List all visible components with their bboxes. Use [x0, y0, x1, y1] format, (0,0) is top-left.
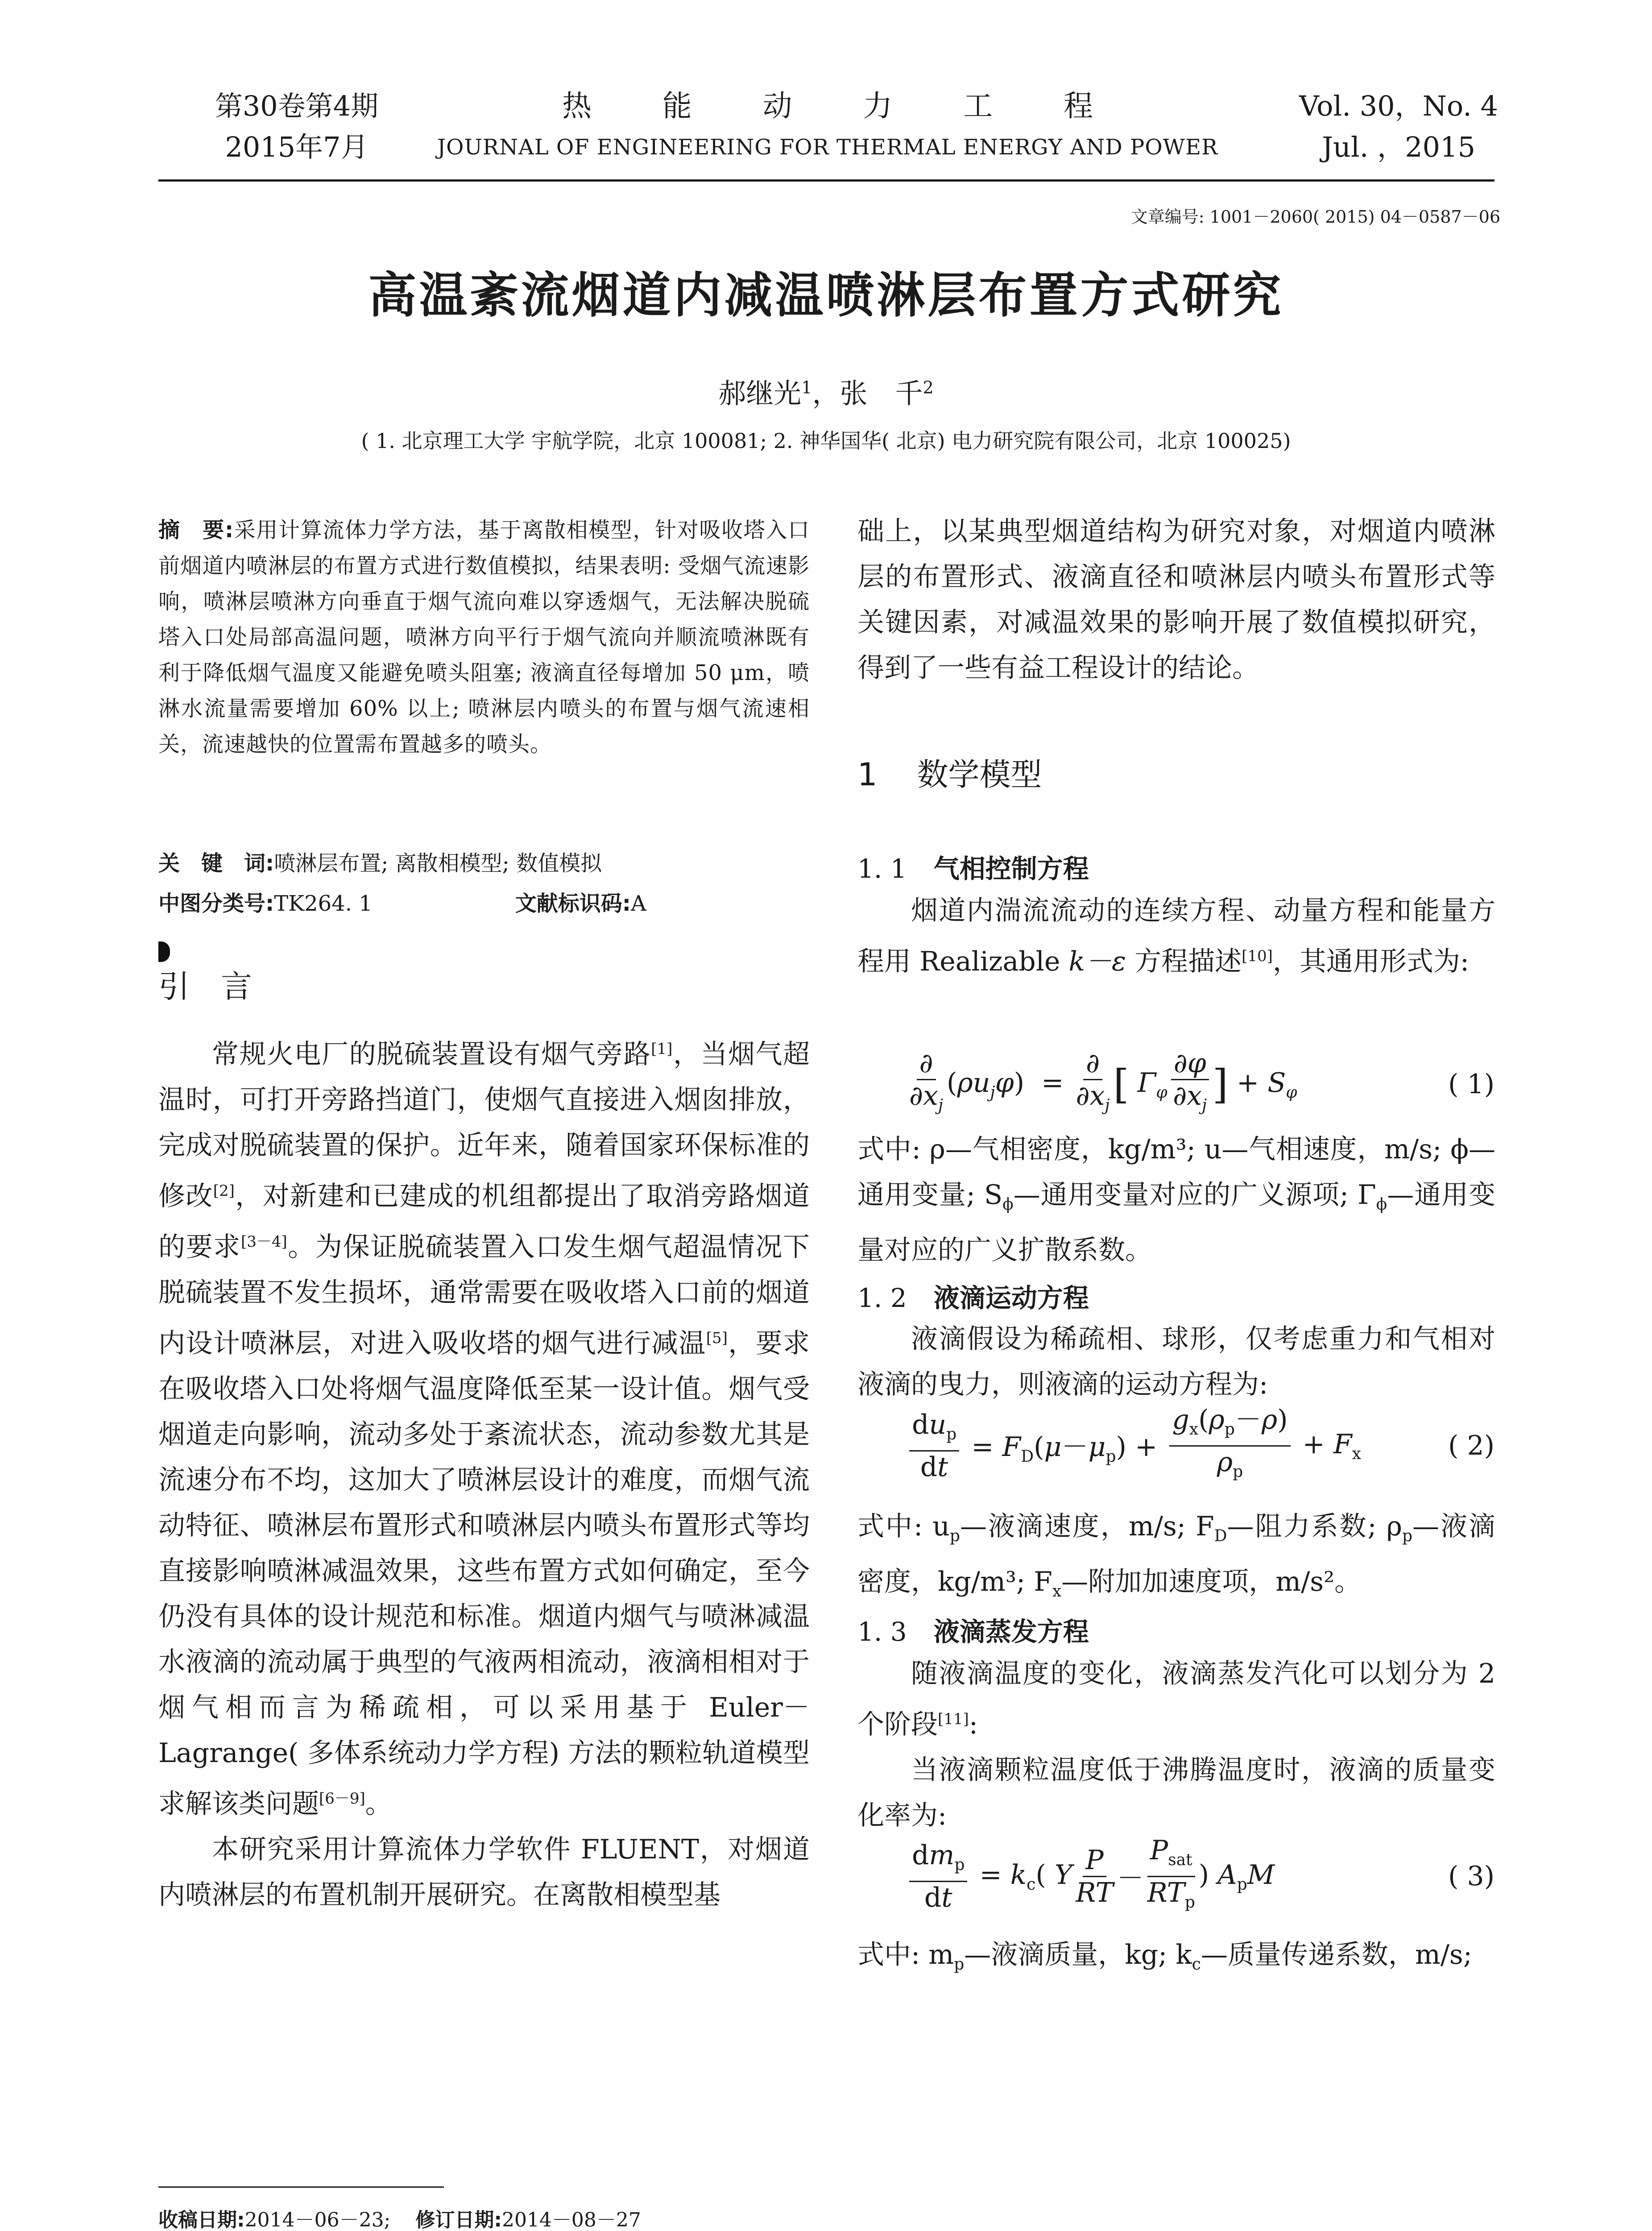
intro-paragraph: 本研究采用计算流体力学软件 FLUENT，对烟道内喷淋层的布置机制开展研究。在离散相模型基	[158, 1834, 810, 1911]
equation-3-legend: 式中: $m_p—$液滴质量，kg; $k_c—$质量传递系数，m/s;	[857, 1939, 1472, 1974]
volume-info-en	[1292, 86, 1506, 168]
journal-char: 工	[963, 89, 993, 123]
journal-name-cn	[428, 86, 1227, 127]
keywords-label: 关 键 词:	[158, 851, 274, 876]
section-marker-icon	[158, 941, 170, 962]
paper-title: 高温紊流烟道内减温喷淋层布置方式研究	[368, 268, 1284, 323]
classification	[158, 888, 810, 919]
author-name: 郝继光	[718, 377, 802, 410]
abstract-text: 采用计算流体力学方法，基于离散相模型，针对吸收塔入口前烟道内喷淋层的布置方式进行数值模拟，结果表明: 受烟气流速影响，喷淋层喷淋方向垂直于烟气流向难以穿透烟气，无法解决脱硫塔入口处局部高温问题，喷淋方向平行于烟气流向并顺流喷淋既有利于降低烟气温度又能避免喷头阻塞; 液滴直径每增加 50 μm，喷淋水流量需要增加 60% 以上; 喷淋层内喷头的布置与烟气流速相关，流速越快的位置需布置越多的喷头。	[158, 518, 810, 757]
author-list	[0, 371, 1652, 411]
doc-code-label: 文献标识码:	[515, 891, 631, 916]
journal-char: 程	[1063, 89, 1093, 123]
article-number: 文章编号: 1001－2060( 2015) 04－0587－06	[1130, 207, 1500, 227]
subsection-1-1-text: 烟道内湍流流动的连续方程、动量方程和能量方程用 Realizable k－ε 方程描述[10]，其通用形式为:	[857, 895, 1495, 977]
citation: [3－4]	[240, 1233, 287, 1251]
keywords	[158, 848, 810, 879]
volume-issue: 第30卷第4期	[215, 90, 379, 122]
intro-heading: 引 言	[158, 968, 252, 1005]
section-number: 1	[857, 756, 878, 793]
equation-3: $\frac{dm_p}{dt}$ = $k_c$( Y $\frac{P}{RT}$ － $\frac{P_{sat}}{RT_p}$ ) $A_pM$ ( 3)	[906, 1836, 1495, 1916]
clc-code: TK264. 1	[274, 891, 373, 916]
journal-char: 动	[762, 89, 792, 123]
journal-char: 力	[863, 89, 893, 123]
equation-number: ( 2)	[1448, 1430, 1495, 1461]
citation: [6－9]	[319, 1790, 365, 1808]
citation: [2]	[213, 1182, 235, 1200]
intro-paragraph: 常规火电厂的脱硫装置设有烟气旁路[1]，当烟气超温时，可打开旁路挡道门，使烟气直接进入烟囱排放，完成对脱硫装置的保护。近年来，随着国家环保标准的修改[2]，对新建和已建成的机组都提出了取消旁路烟道的要求[3－4]。为保证脱硫装置入口发生烟气超温情况下脱硫装置不发生损坏，通常需要在吸收塔入口前的烟道内设计喷淋层，对进入吸收塔的烟气进行减温[5]，要求在吸收塔入口处将烟气温度降低至某一设计值。烟气受烟道走向影响，流动多处于紊流状态，流动参数尤其是流速分布不均，这加大了喷淋层设计的难度，而烟气流动特征、喷淋层布置形式和喷淋层内喷头布置形式等均直接影响喷淋减温效果，这些布置方式如何确定，至今仍没有具体的设计规范和标准。烟道内烟气与喷淋减温水液滴的流动属于典型的气液两相流动，液滴相相对于烟气相而言为稀疏相，可以采用基于 Euler－Lagrange( 多体系统动力学方程) 方法的颗粒轨道模型求解该类问题[6－9]。	[158, 1039, 810, 1820]
journal-name-en: JOURNAL OF ENGINEERING FOR THERMAL ENERGY AND POWER	[437, 135, 1218, 160]
doc-code: A	[630, 891, 646, 916]
abstract	[158, 512, 810, 762]
journal-char: 热	[562, 89, 592, 123]
issue-info	[172, 86, 422, 168]
volume-en: Vol. 30，No. 4	[1299, 90, 1498, 122]
subsection-1-3-heading: 1. 3 液滴蒸发方程	[857, 1617, 1089, 1647]
intro-body	[158, 1026, 810, 1918]
footnotes	[158, 2202, 828, 2231]
citation: [10]	[1242, 947, 1273, 965]
equation-2-legend: 式中: $u_p—$液滴速度，m/s; $F_D—$阻力系数; $\rho_p—$液滴密度，kg/m³; $F_x—$附加加速度项，m/s²。	[857, 1511, 1495, 1601]
journal-char: 能	[662, 89, 692, 123]
subsection-1-3-text: 随液滴温度的变化，液滴蒸发汽化可以划分为 2 个阶段[11]: 当液滴颗粒温度低于沸腾温度时，液滴的质量变化率为:	[857, 1658, 1495, 1831]
equation-2: $\frac{du_p}{dt}$ = $F_D(\mu-\mu_p)$ + $\frac{g_x(\rho_p-\rho)}{\rho_p}$ + $F_x$ ( 2)	[906, 1406, 1495, 1486]
author-name: 张 千	[840, 377, 923, 410]
date-en: Jul. ，2015	[1322, 131, 1475, 163]
issue-date: 2015年7月	[225, 131, 368, 163]
citation: [1]	[651, 1040, 673, 1058]
abstract-label: 摘 要:	[158, 518, 234, 543]
section-title: 数学模型	[917, 756, 1042, 793]
subsection-1-1-heading: 1. 1 气相控制方程	[857, 854, 1089, 884]
subsection-1-2-text: 液滴假设为稀疏相、球形，仅考虑重力和气相对液滴的曳力，则液滴的运动方程为:	[857, 1323, 1495, 1400]
author-affil-mark: 2	[923, 377, 934, 398]
header-rule	[158, 179, 1495, 182]
clc-label: 中图分类号:	[158, 891, 274, 916]
author-separator: ，	[812, 377, 840, 410]
keywords-text: 喷淋层布置; 离散相模型; 数值模拟	[274, 851, 602, 876]
footnote-rule	[158, 2186, 444, 2188]
equation-number: ( 1)	[1448, 1069, 1495, 1100]
received-dates: 收稿日期:2014－06－23; 修订日期:2014－08－27	[158, 2209, 641, 2231]
citation: [11]	[938, 1710, 969, 1728]
affiliations: ( 1. 北京理工大学 宇航学院，北京 100081; 2. 神华国华( 北京) 电力研究院有限公司，北京 100025)	[361, 429, 1291, 453]
citation: [5]	[706, 1329, 728, 1347]
equation-1: $\frac{\partial}{\partial x_j}$ $(\rho u_j\varphi)$ = $\frac{\partial}{\partial x_j}$ [ $\Gamma_\varphi$ $\frac{\partial\varphi}{\partial x_j}$ ] + $S_\varphi$ ( 1)	[909, 1047, 1495, 1115]
equation-number: ( 3)	[1448, 1861, 1495, 1892]
subsection-1-2-heading: 1. 2 液滴运动方程	[857, 1283, 1089, 1313]
equation-1-legend: 式中: ρ—气相密度，kg/m³; u—气相速度，m/s; ϕ—通用变量; $S_\phi—$通用变量对应的广义源项; $\Gamma_\phi—$通用变量对应的广义扩散系数。	[857, 1134, 1496, 1266]
journal-name	[428, 86, 1227, 168]
intro-continued: 础上，以某典型烟道结构为研究对象，对烟道内喷淋层的布置形式、液滴直径和喷淋层内喷头布置形式等关键因素，对减温效果的影响开展了数值模拟研究，得到了一些有益工程设计的结论。	[857, 516, 1495, 684]
section-1-heading	[857, 750, 1042, 795]
author-affil-mark: 1	[801, 377, 812, 398]
